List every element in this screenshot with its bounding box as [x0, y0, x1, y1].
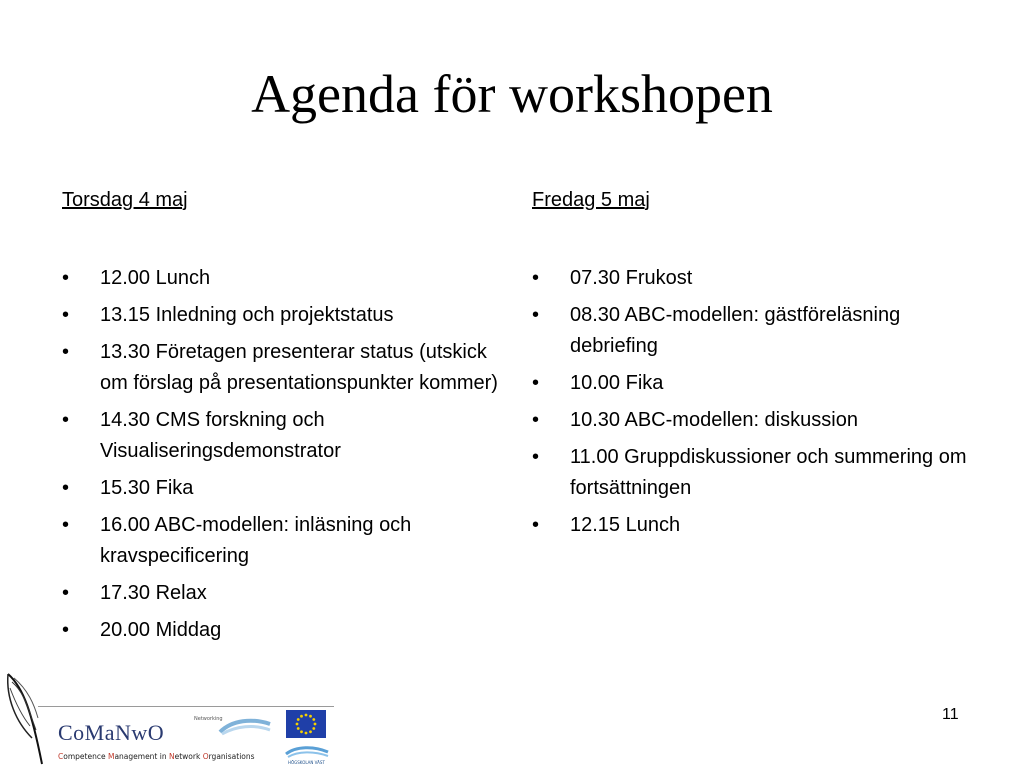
brand-tagline: Competence Management in Network Organisations [58, 752, 255, 761]
agenda-item-text: 15.30 Fika [100, 477, 194, 499]
thursday-heading: Torsdag 4 maj [62, 189, 188, 211]
eu-flag-icon [286, 710, 326, 738]
agenda-item-text: 10.00 Fika [570, 372, 664, 394]
hogskolan-vast-logo [284, 744, 330, 766]
agenda-item [532, 510, 972, 541]
friday-heading: Fredag 5 maj [532, 189, 650, 211]
agenda-item-text: 08.30 ABC-modellen: gästföreläsning [570, 304, 901, 326]
agenda-item-text: 20.00 Middag [100, 619, 222, 641]
agenda-item-text: 17.30 Relax [100, 582, 207, 604]
bullet-icon: • [62, 619, 70, 641]
agenda-item-text: 13.15 Inledning och projektstatus [100, 304, 394, 326]
agenda-item-subline: debriefing [570, 335, 658, 357]
agenda-item [62, 337, 502, 399]
agenda-item-text: 16.00 ABC-modellen: inläsning och kravspecificering [100, 514, 412, 567]
agenda-item [62, 615, 502, 646]
bullet-icon: • [532, 409, 540, 431]
agenda-item-text: 14.30 CMS forskning och Visualiseringsdemonstrator [100, 409, 341, 462]
agenda-item [532, 442, 972, 504]
agenda-item [532, 263, 972, 294]
agenda-item-text: 07.30 Frukost [570, 267, 693, 289]
page-number: 11 [942, 706, 959, 723]
agenda-item [532, 368, 972, 399]
agenda-item-text: 12.15 Lunch [570, 514, 681, 536]
partner-logo-text: Networking [194, 716, 223, 722]
bullet-icon: • [62, 409, 70, 431]
partner-logo [192, 712, 272, 738]
agenda-item [532, 405, 972, 436]
friday-column [532, 186, 972, 547]
thursday-column [62, 186, 502, 652]
bullet-icon: • [532, 446, 540, 468]
brand-logo-text: CoMaNwO [58, 720, 165, 745]
agenda-item-text: 10.30 ABC-modellen: diskussion [570, 409, 858, 431]
bullet-icon: • [532, 267, 540, 289]
bullet-icon: • [62, 341, 70, 363]
agenda-item [62, 578, 502, 609]
agenda-item-text: 13.30 Företagen presenterar status (utskick om förslag på presentationspunkter kommer) [100, 341, 498, 394]
thursday-agenda-list [62, 263, 502, 646]
agenda-item [62, 300, 502, 331]
agenda-item [62, 263, 502, 294]
bullet-icon: • [62, 477, 70, 499]
slide-title: Agenda för workshopen [251, 64, 773, 124]
bullet-icon: • [62, 514, 70, 536]
bullet-icon: • [532, 372, 540, 394]
bullet-icon: • [62, 267, 70, 289]
agenda-item [532, 300, 972, 362]
agenda-item-text: 12.00 Lunch [100, 267, 211, 289]
bullet-icon: • [62, 304, 70, 326]
agenda-item [62, 405, 502, 467]
friday-agenda-list [532, 263, 972, 541]
agenda-item-text: 11.00 Gruppdiskussioner och summering om fortsättningen [570, 446, 967, 499]
hogskolan-vast-text: HÖGSKOLAN VÄST [288, 760, 325, 765]
bullet-icon: • [532, 304, 540, 326]
agenda-item [62, 510, 502, 572]
bullet-icon: • [62, 582, 70, 604]
feather-icon [2, 668, 54, 768]
agenda-item [62, 473, 502, 504]
bullet-icon: • [532, 514, 540, 536]
footer-divider [38, 706, 334, 707]
